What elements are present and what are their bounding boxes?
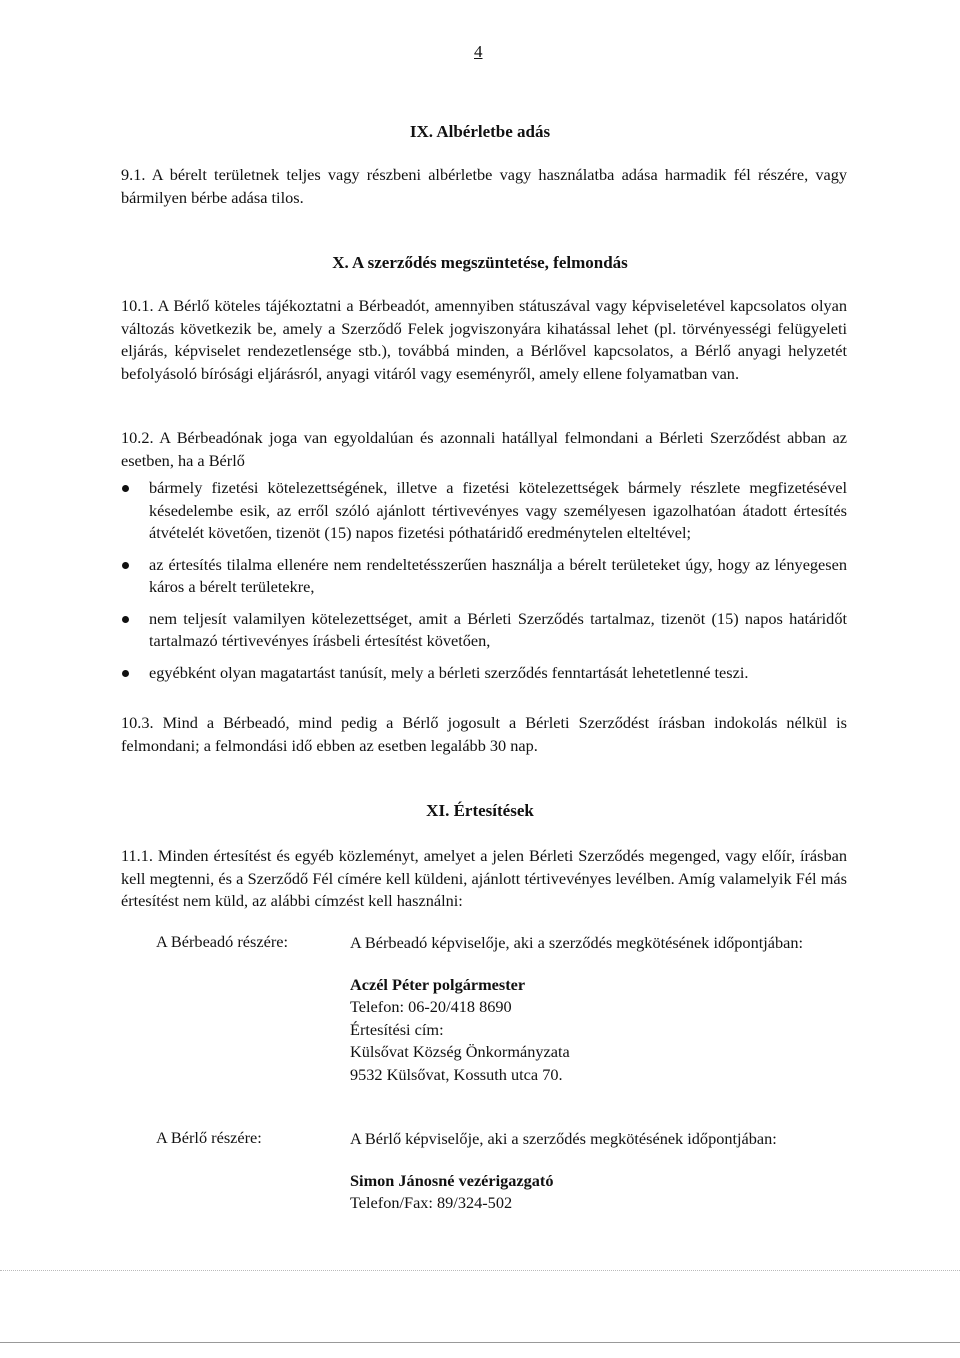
list-item: bármely fizetési kötelezettségének, illetve a fizetési kötelezettségek bármely részlete megfizetésével késedelembe esik, az erről szóló ajánlott tértivevényes vagy személyesen igazolhatóan átadott értesítés átvételét követően, tizenöt (15) napos fizetési póthatáridő eredménytelen elteltével; [121, 477, 847, 545]
scan-bottom-edge [0, 1342, 960, 1343]
list-item: egyébként olyan magatartást tanúsít, mely a bérleti szerződés fenntartását lehetetlenné teszi. [121, 662, 847, 685]
section-11-title: XI. Értesítések [426, 801, 534, 820]
landlord-address-line-1: Külsővat Község Önkormányzata [350, 1042, 570, 1061]
landlord-name: Aczél Péter polgármester [350, 974, 526, 994]
tenant-label: A Bérlő részére: [156, 1128, 262, 1147]
landlord-address-line-2: 9532 Külsővat, Kossuth utca 70. [350, 1064, 563, 1084]
section-9-title: IX. Albérletbe adás [409, 122, 551, 141]
landlord-intro: A Bérbeadó képviselője, aki a szerződés megkötésének időpontjában: [350, 933, 804, 952]
paragraph-10-2: 10.2. A Bérbeadónak joga van egyoldalúan és azonnali hatállyal felmondani a Bérleti Szerződést abban az esetben, ha a Bérlő [121, 428, 847, 470]
tenant-phone: Telefon/Fax: 89/324-502 [350, 1193, 513, 1212]
landlord-label: A Bérbeadó részére: [156, 932, 288, 951]
paragraph-9-1: 9.1. A bérelt területnek teljes vagy részbeni albérletbe vagy használatba adása harmadik fél részére, vagy bármilyen bérbe adása tilos. [121, 165, 847, 207]
page-number: 4 [474, 42, 483, 61]
landlord-address-label: Értesítési cím: [350, 1019, 444, 1039]
tenant-intro: A Bérlő képviselője, aki a szerződés megkötésének időpontjában: [350, 1129, 777, 1148]
scan-dotted-edge [0, 1270, 960, 1271]
list-item: nem teljesít valamilyen kötelezettséget, amit a Bérleti Szerződés tartalmaz, tizenöt (15) napos határidőt tartalmazó tértivevényes írásbeli értesítést követően, [121, 608, 847, 653]
landlord-address-block [350, 932, 848, 1086]
list-item: az értesítés tilalma ellenére nem rendeltetésszerűen használja a bérelt területeket úgy, hogy az lényegesen káros a bérelt területekre, [121, 554, 847, 599]
landlord-phone: Telefon: 06-20/418 8690 [350, 997, 512, 1016]
paragraph-10-1: 10.1. A Bérlő köteles tájékoztatni a Bérbeadót, amennyiben státuszával vagy képviseletével kapcsolatos olyan változás következik be, amely a Szerződő Felek jogviszonyára kihatással lehet (pl. törvényességi felügyeleti eljárás, képviselet rendezetlensége stb.), továbbá minden, a Bérlővel kapcsolatos, a Bérlő anyagi helyzetét befolyásoló bírósági eljárásról, anyagi vitáról vagy eseményről, amely ellene folyamatban van. [121, 296, 847, 383]
termination-conditions-list [121, 477, 847, 684]
paragraph-11-1: 11.1. Minden értesítést és egyéb közleményt, amelyet a jelen Bérleti Szerződés megenged, vagy előír, írásban kell megtenni, és a Szerződő Fél címére kell küldeni, ajánlott tértivevényes levélben. Amíg valamelyik Fél más értesítést nem küld, az alábbi címzést kell használni: [121, 846, 847, 910]
tenant-name: Simon Jánosné vezérigazgató [350, 1170, 554, 1190]
paragraph-10-3: 10.3. Mind a Bérbeadó, mind pedig a Bérlő jogosult a Bérleti Szerződést írásban indokolás nélkül is felmondani; a felmondási idő ebben az esetben legalább 30 nap. [121, 713, 847, 755]
section-10-title: X. A szerződés megszüntetése, felmondás [332, 253, 628, 272]
tenant-address-block [350, 1128, 848, 1215]
